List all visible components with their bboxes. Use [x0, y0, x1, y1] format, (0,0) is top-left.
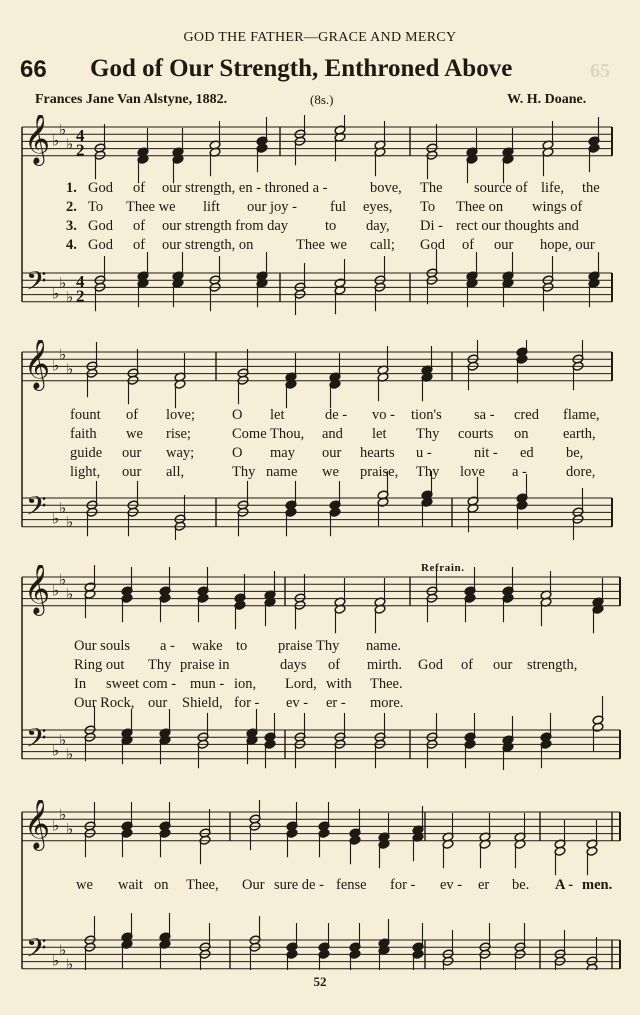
- syllable: name.: [366, 638, 402, 654]
- flat-icon: ♭: [59, 572, 67, 589]
- syllable: ed: [520, 445, 534, 461]
- flat-icon: ♭: [66, 137, 74, 153]
- syllable: all,: [166, 464, 185, 480]
- flat-icon: ♭: [52, 818, 60, 835]
- syllable: with: [326, 676, 352, 692]
- syllable: we: [126, 426, 143, 442]
- syllable: wake: [192, 638, 223, 654]
- syllable: In: [74, 676, 87, 692]
- syllable: our strength, en - throned a -: [162, 180, 328, 196]
- syllable: our: [122, 464, 142, 480]
- lyric-line: [0, 426, 640, 446]
- verse-number: 4.: [66, 237, 77, 253]
- syllable: Our souls: [74, 638, 130, 654]
- flat-icon: ♭: [66, 515, 74, 532]
- syllable: Come Thou,: [232, 426, 305, 442]
- syllable: nit -: [474, 445, 498, 461]
- syllable: our: [122, 445, 142, 461]
- lyric-line: [0, 218, 640, 238]
- syllable: praise Thy: [278, 638, 340, 654]
- syllable: sa -: [474, 407, 495, 423]
- syllable: for -: [390, 877, 416, 893]
- flat-icon: ♭: [66, 822, 74, 838]
- syllable: day,: [366, 218, 390, 234]
- hymn-title: God of Our Strength, Enthroned Above: [90, 55, 513, 82]
- time-sig-top: 4: [76, 126, 85, 145]
- syllable: call;: [370, 237, 395, 253]
- flat-icon: ♭: [66, 290, 74, 307]
- syllable: we: [322, 464, 339, 480]
- syllable: ion,: [234, 676, 257, 692]
- lyric-line: [0, 676, 640, 696]
- flat-icon: ♭: [52, 511, 60, 528]
- lyric-line: [0, 237, 640, 257]
- syllable: wings of: [532, 199, 583, 215]
- syllable: our: [493, 657, 513, 673]
- time-sig-bottom: 2: [76, 140, 85, 160]
- syllable: God: [88, 180, 113, 196]
- flat-icon: ♭: [52, 358, 60, 375]
- syllable: Thee.: [370, 676, 403, 692]
- syllable: Thee,: [186, 877, 219, 893]
- syllable: on: [514, 426, 529, 442]
- syllable: Thee on: [456, 199, 504, 215]
- syllable: for -: [234, 695, 260, 711]
- treble-clef-icon: 𝄞: [24, 565, 51, 614]
- syllable: and: [322, 426, 343, 442]
- lyric-line: [0, 199, 640, 219]
- syllable: er: [478, 877, 490, 893]
- flat-icon: ♭: [52, 133, 60, 150]
- syllable: The: [420, 180, 443, 196]
- syllable: rect our thoughts and: [456, 218, 579, 234]
- syllable: name: [266, 464, 298, 480]
- lyric-line: [0, 464, 640, 484]
- syllable: fense: [336, 877, 367, 893]
- syllable: Thy: [416, 464, 440, 480]
- syllable: Thy: [148, 657, 172, 673]
- syllable: Thee: [296, 237, 325, 253]
- flat-icon: ♭: [52, 583, 60, 600]
- syllable: vo -: [372, 407, 395, 423]
- verse-number: 3.: [66, 218, 77, 234]
- bass-clef-icon: 𝄢: [26, 490, 47, 528]
- syllable: wait: [118, 877, 143, 893]
- hymn-number: 66: [20, 56, 47, 83]
- syllable: O: [232, 407, 243, 423]
- syllable: be.: [512, 877, 530, 893]
- syllable: our: [494, 237, 514, 253]
- syllable: praise in: [180, 657, 230, 673]
- syllable: our: [148, 695, 168, 711]
- flat-icon: ♭: [59, 500, 67, 517]
- treble-clef-icon: 𝄞: [24, 340, 51, 389]
- syllable: more.: [370, 695, 404, 711]
- verse-number: 1.: [66, 180, 77, 196]
- section-header: GOD THE FATHER—GRACE AND MERCY: [183, 30, 457, 45]
- syllable: Ring out: [74, 657, 125, 673]
- syllable: of: [126, 407, 139, 423]
- syllable: lift: [203, 199, 220, 215]
- syllable: men.: [582, 877, 613, 893]
- syllable: er -: [326, 695, 346, 711]
- flat-icon: ♭: [66, 587, 74, 603]
- syllable: let: [270, 407, 285, 423]
- syllable: God: [418, 657, 443, 673]
- syllable: sure de -: [274, 877, 324, 893]
- syllable: Lord,: [285, 676, 317, 692]
- syllable: de -: [325, 407, 348, 423]
- syllable: guide: [70, 445, 103, 461]
- meter: (8s.): [310, 92, 334, 107]
- syllable: ev -: [286, 695, 309, 711]
- syllable: our: [322, 445, 342, 461]
- verse-number: 2.: [66, 199, 77, 215]
- flat-icon: ♭: [66, 362, 74, 378]
- flat-icon: ♭: [59, 807, 67, 824]
- syllable: courts: [458, 426, 494, 442]
- syllable: earth,: [563, 426, 596, 442]
- syllable: we: [330, 237, 347, 253]
- syllable: Our Rock,: [74, 695, 135, 711]
- syllable: Thy: [232, 464, 256, 480]
- lyric-line: [0, 657, 640, 677]
- syllable: A -: [555, 877, 574, 893]
- syllable: tion's: [411, 407, 442, 423]
- syllable: fount: [70, 407, 101, 423]
- syllable: of: [133, 237, 146, 253]
- syllable: of: [462, 237, 475, 253]
- bass-clef-icon: 𝄢: [26, 932, 47, 970]
- lyricist-credit: Frances Jane Van Alstyne, 1882.: [35, 92, 228, 107]
- treble-clef-icon: 𝄞: [24, 800, 51, 849]
- syllable: rise;: [166, 426, 191, 442]
- lyric-line: [0, 180, 640, 200]
- flat-icon: ♭: [52, 286, 60, 303]
- treble-clef-icon: 𝄞: [24, 115, 51, 164]
- time-sig-top: 4: [76, 272, 85, 291]
- syllable: of: [133, 218, 146, 234]
- syllable: hearts: [360, 445, 395, 461]
- flat-icon: ♭: [59, 122, 67, 139]
- syllable: ev -: [440, 877, 463, 893]
- syllable: faith: [70, 426, 97, 442]
- flat-icon: ♭: [52, 953, 60, 970]
- syllable: Thy: [416, 426, 440, 442]
- syllable: a -: [512, 464, 527, 480]
- syllable: ful: [330, 199, 347, 215]
- syllable: To: [88, 199, 104, 215]
- syllable: praise,: [360, 464, 399, 480]
- syllable: the: [582, 180, 600, 196]
- syllable: sweet com -: [106, 676, 177, 692]
- lyric-line: [0, 695, 640, 715]
- syllable: dore,: [566, 464, 596, 480]
- lyric-line: [0, 407, 640, 427]
- syllable: our strength, on: [162, 237, 254, 253]
- syllable: we: [76, 877, 93, 893]
- flat-icon: ♭: [59, 347, 67, 364]
- bass-clef-icon: 𝄢: [26, 265, 47, 303]
- flat-icon: ♭: [66, 747, 74, 764]
- syllable: cred: [514, 407, 539, 423]
- syllable: bove,: [370, 180, 402, 196]
- syllable: mirth.: [367, 657, 403, 673]
- syllable: flame,: [563, 407, 600, 423]
- flat-icon: ♭: [66, 957, 74, 970]
- flat-icon: ♭: [52, 743, 60, 760]
- bass-clef-icon: 𝄢: [26, 722, 47, 760]
- lyric-line: [0, 638, 640, 658]
- syllable: let: [372, 426, 387, 442]
- syllable: light,: [70, 464, 101, 480]
- syllable: source of: [474, 180, 528, 196]
- syllable: Thee we: [126, 199, 176, 215]
- syllable: to: [325, 218, 337, 234]
- time-sig-bottom: 2: [76, 286, 85, 306]
- syllable: strength,: [527, 657, 578, 673]
- syllable: of: [328, 657, 341, 673]
- syllable: mun -: [190, 676, 225, 692]
- syllable: O: [232, 445, 243, 461]
- refrain-label: Refrain.: [421, 562, 465, 574]
- syllable: may: [270, 445, 295, 461]
- syllable: Our: [242, 877, 265, 893]
- syllable: love: [460, 464, 485, 480]
- syllable: hope, our: [540, 237, 595, 253]
- syllable: our strength from day: [162, 218, 289, 234]
- syllable: a -: [160, 638, 175, 654]
- syllable: God: [88, 237, 113, 253]
- syllable: Di -: [420, 218, 443, 234]
- syllable: To: [420, 199, 436, 215]
- lyric-line: [0, 445, 640, 465]
- syllable: to: [236, 638, 248, 654]
- flat-icon: ♭: [59, 942, 67, 959]
- syllable: days: [280, 657, 307, 673]
- syllable: Shield,: [182, 695, 223, 711]
- syllable: life,: [541, 180, 564, 196]
- syllable: love;: [166, 407, 195, 423]
- flat-icon: ♭: [59, 732, 67, 749]
- syllable: God: [88, 218, 113, 234]
- syllable: our joy -: [247, 199, 297, 215]
- syllable: of: [133, 180, 146, 196]
- flat-icon: ♭: [59, 275, 67, 292]
- syllable: of: [461, 657, 474, 673]
- syllable: on: [154, 877, 169, 893]
- bleed-through-number: 65: [590, 60, 610, 82]
- page-number: 52: [313, 974, 327, 989]
- syllable: God: [420, 237, 445, 253]
- syllable: be,: [566, 445, 584, 461]
- lyric-line: [0, 877, 640, 897]
- composer-credit: W. H. Doane.: [507, 92, 587, 107]
- syllable: u -: [416, 445, 432, 461]
- syllable: way;: [166, 445, 195, 461]
- syllable: eyes,: [363, 199, 393, 215]
